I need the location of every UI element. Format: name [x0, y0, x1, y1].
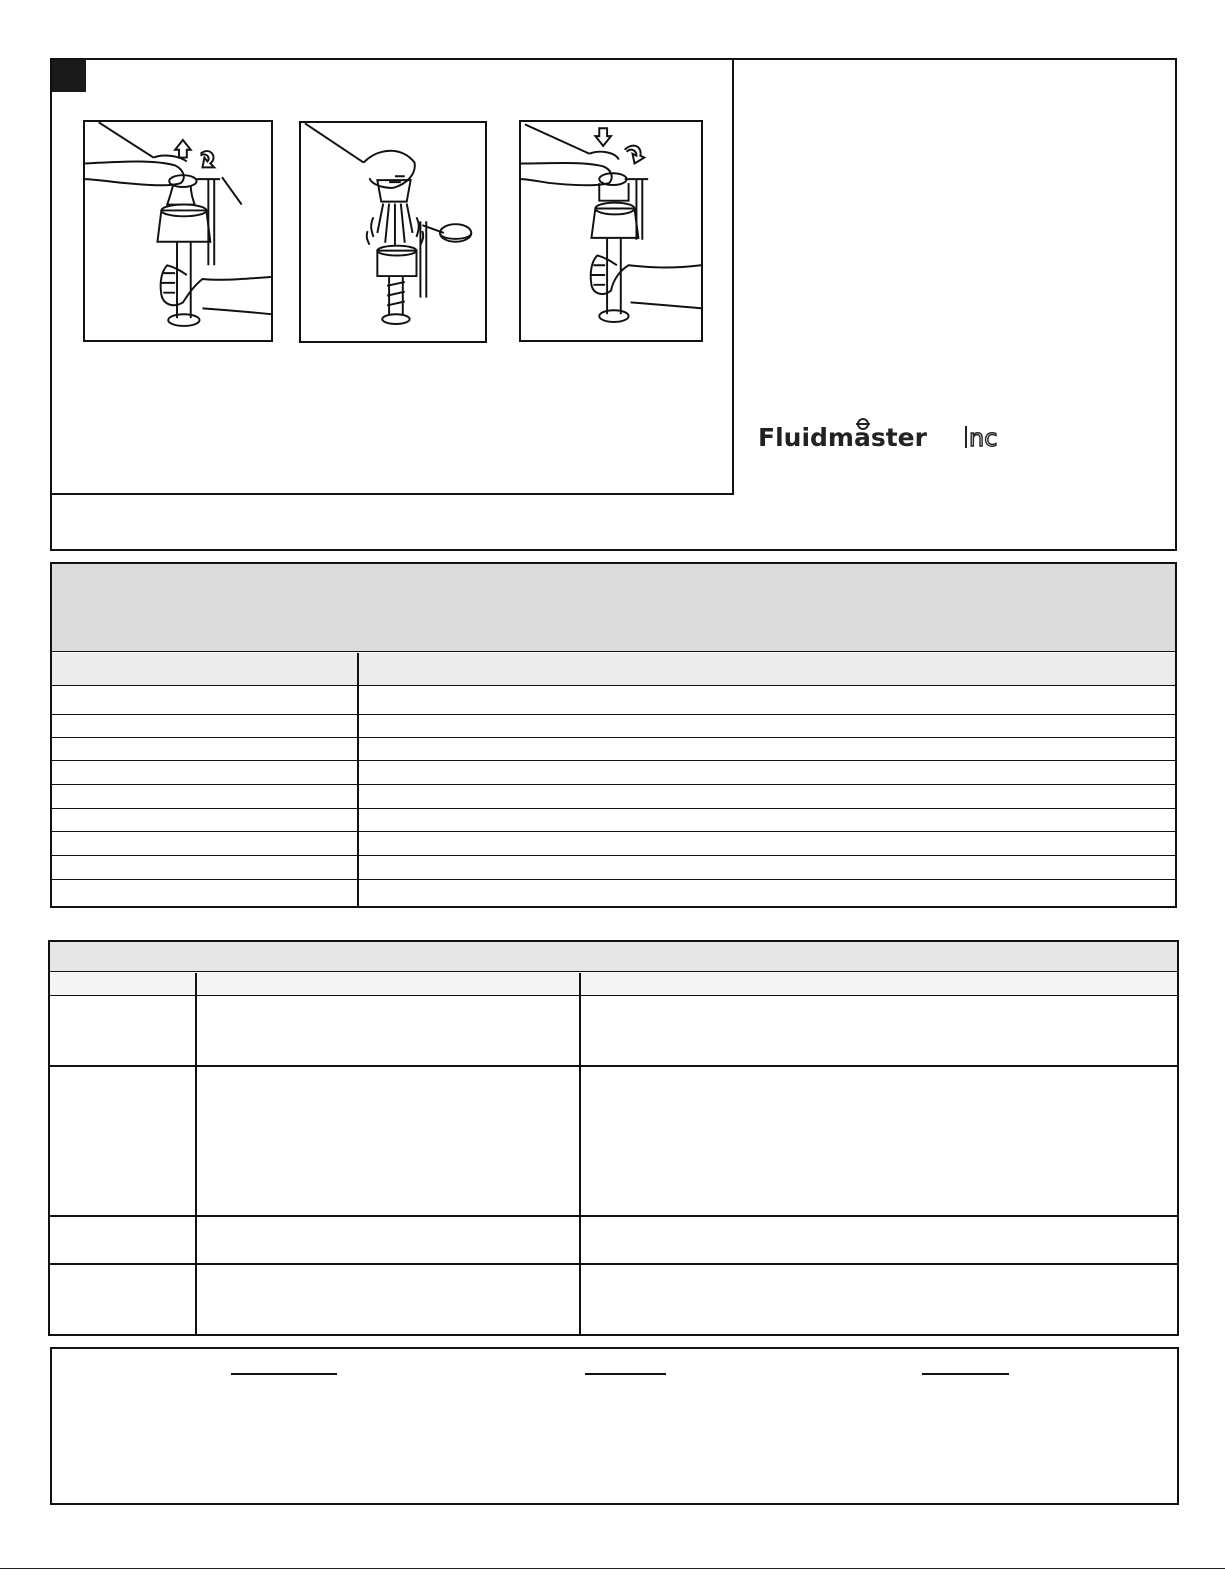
down-arrow-icon — [595, 128, 611, 146]
illustration-flush — [299, 121, 487, 343]
replace-cap-drawing — [521, 122, 701, 340]
parts-table-row-line — [52, 808, 1175, 809]
parts-table-row-line — [52, 760, 1175, 761]
troubleshooting-table — [48, 940, 1179, 1336]
troubleshooting-header-band — [50, 942, 1177, 972]
troubleshooting-row-line — [50, 1263, 1177, 1265]
parts-table-row-line — [52, 879, 1175, 880]
flush-drawing — [301, 123, 485, 341]
parts-table-column-header — [52, 653, 1175, 686]
parts-table-header-band — [52, 564, 1175, 652]
rotate-arrow-icon — [201, 151, 215, 167]
troubleshooting-column-divider — [579, 973, 581, 1334]
illustration-remove-cap — [83, 120, 273, 342]
footer-heading-underline — [585, 1373, 666, 1375]
troubleshooting-row-line — [50, 1065, 1177, 1067]
fluidmaster-logo-mark — [758, 418, 1018, 458]
page-bottom-rule — [0, 1568, 1225, 1569]
brand-logo — [758, 418, 1018, 458]
remove-cap-drawing — [85, 122, 271, 340]
rotate-arrow-icon — [625, 146, 645, 164]
parts-table-row-line — [52, 831, 1175, 832]
parts-table-row-line — [52, 784, 1175, 785]
troubleshooting-column-divider — [195, 973, 197, 1334]
up-arrow-icon — [175, 140, 191, 158]
step-marker — [52, 60, 86, 92]
parts-table-row-line — [52, 855, 1175, 856]
footer-heading-underline — [231, 1373, 337, 1375]
parts-table-row-line — [52, 737, 1175, 738]
footer-box — [50, 1347, 1179, 1505]
parts-table-row-line — [52, 714, 1175, 715]
svg-text:nc: nc — [969, 424, 998, 452]
footer-heading-underline — [922, 1373, 1009, 1375]
troubleshooting-column-header — [50, 973, 1177, 996]
parts-table-column-divider — [357, 653, 359, 906]
svg-text:Fluidmaster: Fluidmaster — [758, 423, 927, 452]
troubleshooting-row-line — [50, 1215, 1177, 1217]
illustration-replace-cap — [519, 120, 703, 342]
